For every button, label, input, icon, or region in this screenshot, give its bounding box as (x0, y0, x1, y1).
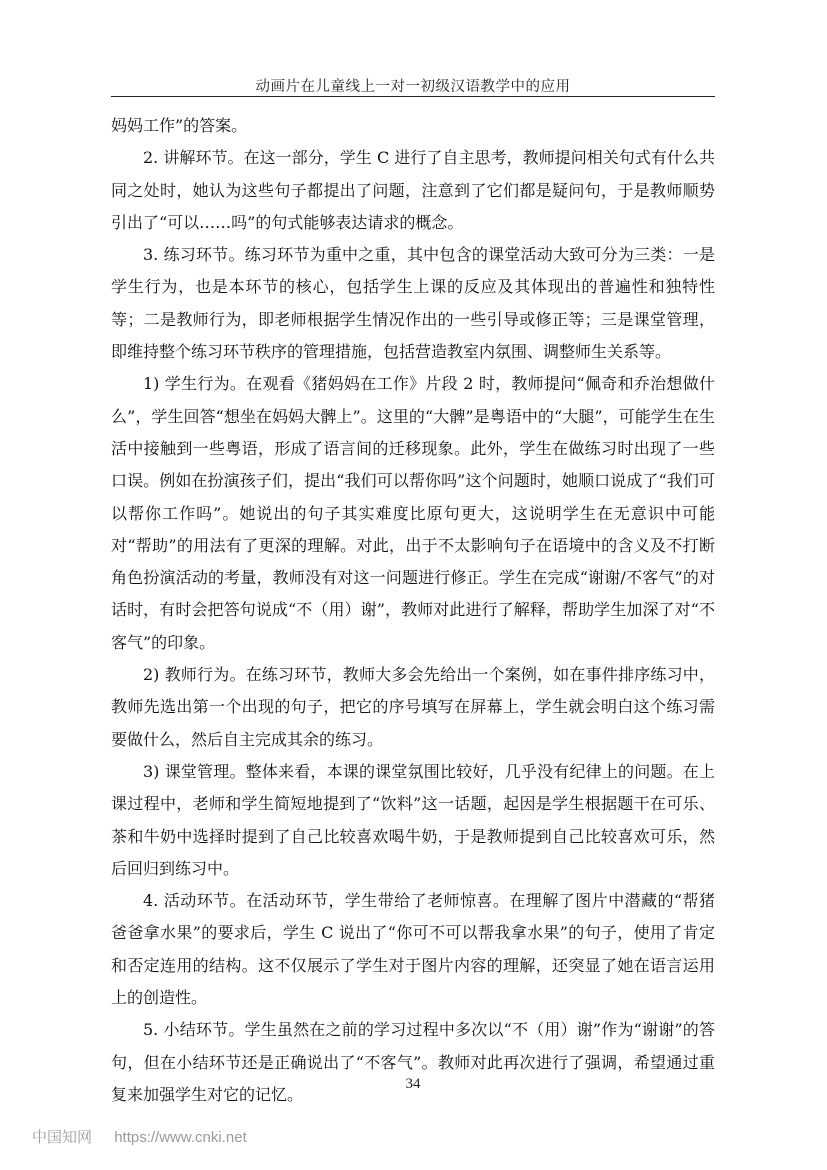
paragraph-continuation: 妈妈工作”的答案。 (111, 116, 248, 135)
paragraph-practice-stage: 3. 练习环节。练习环节为重中之重，其中包含的课堂活动大致可分为三类：一是学生行为，也是本环节的核心，包括学生上课的反应及其体现出的普遍性和独特性等；二是教师行为，即老师根据学生情况作出的一些引导或修正等；三是课堂管理，即维持整个练习环节秩序的管理措施，包括营造教室内氛围、调整师生关系等。 (111, 245, 715, 362)
header-divider (111, 96, 715, 97)
paragraph-summary-stage: 5. 小结环节。学生虽然在之前的学习过程中多次以“不（用）谢”作为“谢谢”的答句，但在小结环节还是正确说出了“不客气”。教师对此再次进行了强调，希望通过重复来加强学生对它的记忆。 (111, 1020, 715, 1104)
paragraph-student-behavior: 1) 学生行为。在观看《猪妈妈在工作》片段 2 时，教师提问“佩奇和乔治想做什么”，学生回答“想坐在妈妈大髀上”。这里的“大髀”是粤语中的“大腿”，可能学生在生活中接触到一些粤语，形成了语言间的迁移现象。此外，学生在做练习时出现了一些口误。例如在扮演孩子们，提出“我们可以帮你吗”这个问题时，她顺口说成了“我们可以帮你工作吗”。她说出的句子其实难度比原句更大，这说明学生在无意识中可能对“帮助”的用法有了更深的理解。对此，出于不太影响句子在语境中的含义及不打断角色扮演活动的考量，教师没有对这一问题进行修正。学生在完成“谢谢/不客气”的对话时，有时会把答句说成“不（用）谢”，教师对此进行了解释，帮助学生加深了对“不客气”的印象。 (111, 374, 715, 652)
paragraph-classroom-management: 3) 课堂管理。整体来看，本课的课堂氛围比较好，几乎没有纪律上的问题。在上课过程中，老师和学生简短地提到了“饮料”这一话题，起因是学生根据题干在可乐、茶和牛奶中选择时提到了自己比较喜欢喝牛奶，于是教师提到自己比较喜欢可乐，然后回归到练习中。 (111, 761, 715, 878)
watermark-footer (32, 1126, 247, 1147)
body-text (111, 110, 715, 1111)
paragraph-explanation-stage: 2. 讲解环节。在这一部分，学生 C 进行了自主思考，教师提问相关句式有什么共同之处时，她认为这些句子都提出了问题，注意到了它们都是疑问句，于是教师顺势引出了“可以……吗”的句式能够表达请求的概念。 (111, 148, 715, 232)
footer-site-name: 中国知网 (32, 1129, 93, 1146)
paragraph-activity-stage: 4. 活动环节。在活动环节，学生带给了老师惊喜。在理解了图片中潜藏的“帮猪爸爸拿水果”的要求后，学生 C 说出了“你可不可以帮我拿水果”的句子，使用了肯定和否定连用的结构。这不仅展示了学生对于图片内容的理解，还突显了她在语言运用上的创造性。 (111, 891, 715, 1008)
paragraph-teacher-behavior: 2) 教师行为。在练习环节，教师大多会先给出一个案例，如在事件排序练习中，教师先选出第一个出现的句子，把它的序号填写在屏幕上，学生就会明白这个练习需要做什么，然后自主完成其余的练习。 (111, 665, 715, 749)
running-header-title: 动画片在儿童线上一对一初级汉语教学中的应用 (255, 79, 571, 95)
footer-url-link[interactable]: https://www.cnki.net (114, 1129, 247, 1146)
page-number: 34 (405, 1076, 421, 1092)
